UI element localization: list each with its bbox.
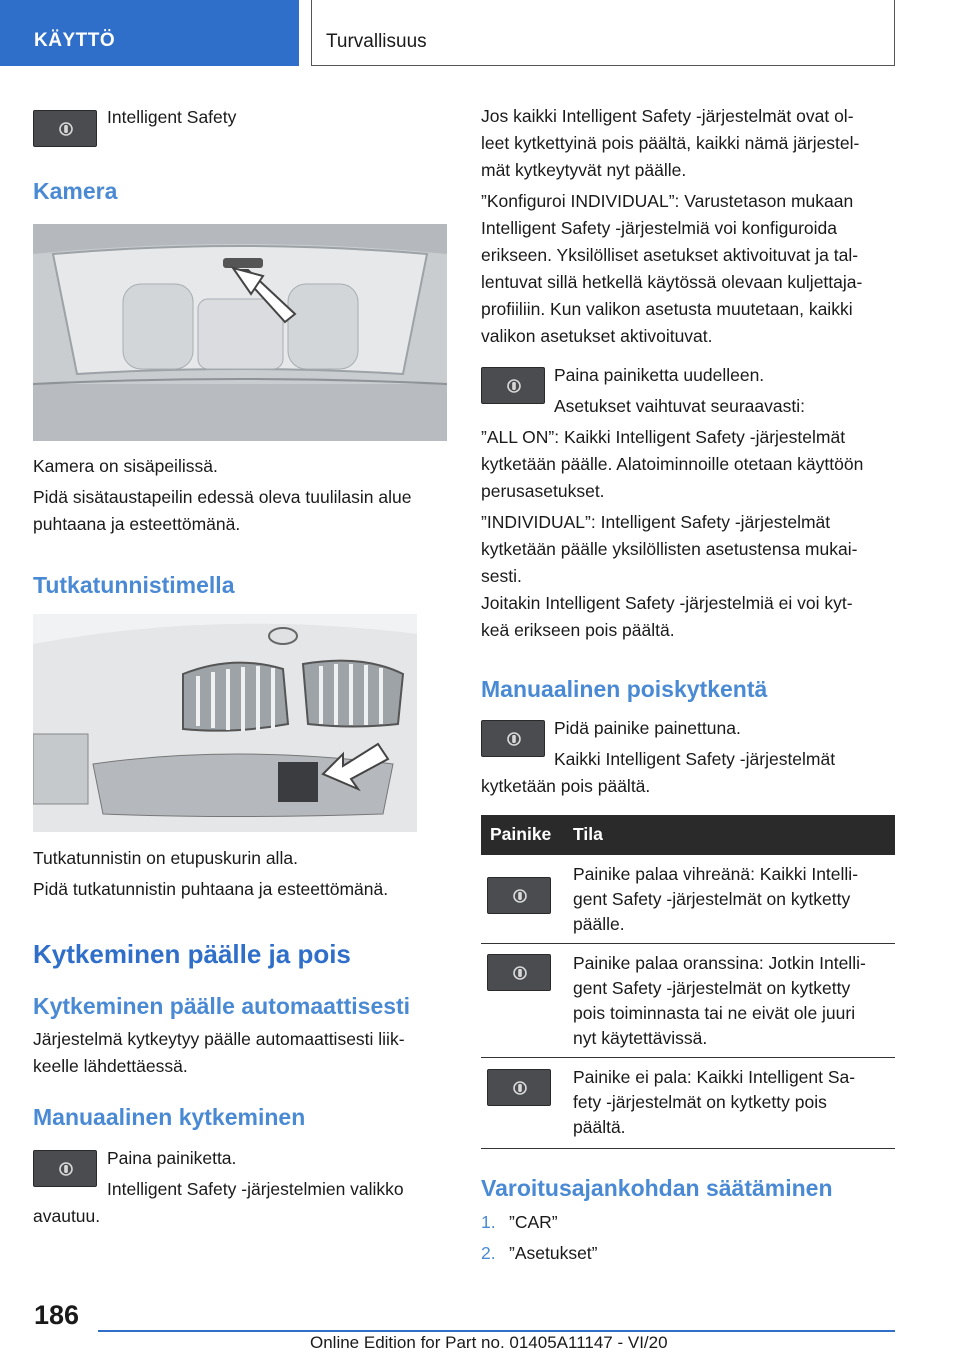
manual-text-2a: Intelligent Safety -järjestelmien valikko [107,1179,404,1199]
front-bumper-radar-illustration [33,614,417,832]
individual-b: kytketään päälle yksilöllisten asetustensa mukai- [481,539,858,559]
camera-text-2b: puhtaana ja esteettömänä. [33,514,241,534]
intelligent-safety-button-icon [481,367,545,404]
footer-divider [98,1330,895,1332]
right-text-2d: lentuvat sillä hetkellä käytössä olevaan kuljettaja- [481,272,863,292]
step-number: 2. [481,1243,496,1263]
section-tab [0,0,299,66]
manual-heading: Manuaalinen kytkeminen [33,1104,306,1130]
intelligent-safety-button-icon [33,1150,97,1187]
table-row [481,944,895,1058]
intelligent-safety-button-icon [481,720,545,757]
right-text-2e: profiiliin. Kun valikon asetusta muutetaan, kaikki [481,299,853,319]
right-text-2f: valikon asetukset aktivoituvat. [481,326,713,346]
right-text-1b: leet kytkettyinä pois päältä, kaikki nämä järjestel- [481,133,860,153]
section-title: KÄYTTÖ [34,30,116,51]
camera-heading: Kamera [33,178,118,204]
again-text-2: Asetukset vaihtuvat seuraavasti: [554,396,805,416]
radar-text-1: Tutkatunnistin on etupuskurin alla. [33,848,298,868]
step-text: ”CAR” [509,1212,558,1232]
status-line: gent Safety -järjestelmät on kytketty [573,978,851,998]
page-number: 186 [34,1300,80,1330]
manual-text-2b: avautuu. [33,1206,101,1226]
status-line: päälle. [573,914,625,934]
chapter-tab [311,0,895,66]
radar-heading: Tutkatunnistimella [33,572,235,598]
all-on-c: perusasetukset. [481,481,605,501]
edition-text: Online Edition for Part no. 01405A11147 - VI/20 [310,1333,668,1352]
some-systems-a: Joitakin Intelligent Safety -järjestelmiä ei voi kyt- [481,593,853,613]
table-row [481,855,895,944]
step-item [481,1240,598,1267]
step-item [481,1209,558,1236]
status-line: pois toiminnasta tai ne eivät ole juuri [573,1003,856,1023]
status-line: Painike palaa oranssina: Jotkin Intelli- [573,953,866,973]
off-heading: Manuaalinen poiskytkentä [481,676,768,702]
off-text-1: Pidä painike painettuna. [554,718,741,738]
auto-text-a: Järjestelmä kytkeytyy päälle automaattisesti liik- [33,1029,405,1049]
switch-heading: Kytkeminen päälle ja pois [33,939,351,969]
all-on-b: kytketään päälle. Alatoiminnoille otetaan käyttöön [481,454,864,474]
right-text-2b: Intelligent Safety -järjestelmiä voi konfiguroida [481,218,838,238]
again-text-1: Paina painiketta uudelleen. [554,365,765,385]
some-systems-b: keä erikseen pois päältä. [481,620,675,640]
right-text-2a: ”Konfiguroi INDIVIDUAL”: Varustetason mukaan [481,191,854,211]
table-row [481,1058,895,1149]
intelligent-safety-button-icon [487,1069,551,1106]
intelligent-safety-button-icon [487,954,551,991]
camera-windscreen-illustration [33,224,447,441]
button-status-table [481,815,895,1149]
off-text-2a: Kaikki Intelligent Safety -järjestelmät [554,749,836,769]
status-line: gent Safety -järjestelmät on kytketty [573,889,851,909]
status-line: nyt käytettävissä. [573,1028,708,1048]
off-text-2b: kytketään pois päältä. [481,776,651,796]
individual-a: ”INDIVIDUAL”: Intelligent Safety -järjestelmät [481,512,831,532]
status-line: Painike palaa vihreänä: Kaikki Intelli- [573,864,859,884]
step-number: 1. [481,1212,496,1232]
col-header-button: Painike [490,824,552,844]
all-on-a: ”ALL ON”: Kaikki Intelligent Safety -järjestelmät [481,427,846,447]
right-text-1c: mät kytkeytyvät nyt päälle. [481,160,687,180]
intelligent-safety-button-icon [487,877,551,914]
manual-text-1: Paina painiketta. [107,1148,237,1168]
button-caption: Intelligent Safety [107,107,237,127]
status-line: päältä. [573,1117,626,1137]
auto-heading: Kytkeminen päälle automaattisesti [33,993,411,1019]
warning-timing-heading: Varoitusajankohdan säätäminen [481,1175,833,1201]
step-text: ”Asetukset” [509,1243,598,1263]
individual-c: sesti. [481,566,522,586]
status-line: fety -järjestelmät on kytketty pois [573,1092,827,1112]
col-header-status: Tila [573,824,603,844]
table-header [481,815,895,855]
intelligent-safety-button-icon [33,110,97,147]
right-text-1a: Jos kaikki Intelligent Safety -järjestelmät ovat ol- [481,106,854,126]
radar-text-2: Pidä tutkatunnistin puhtaana ja esteettömänä. [33,879,389,899]
status-line: Painike ei pala: Kaikki Intelligent Sa- [573,1067,856,1087]
camera-text-2a: Pidä sisätaustapeilin edessä oleva tuulilasin alue [33,487,412,507]
auto-text-b: keelle lähdettäessä. [33,1056,188,1076]
chapter-title: Turvallisuus [326,31,427,52]
right-text-2c: erikseen. Yksilölliset asetukset aktivoituvat ja tal- [481,245,859,265]
camera-text-1: Kamera on sisäpeilissä. [33,456,218,476]
